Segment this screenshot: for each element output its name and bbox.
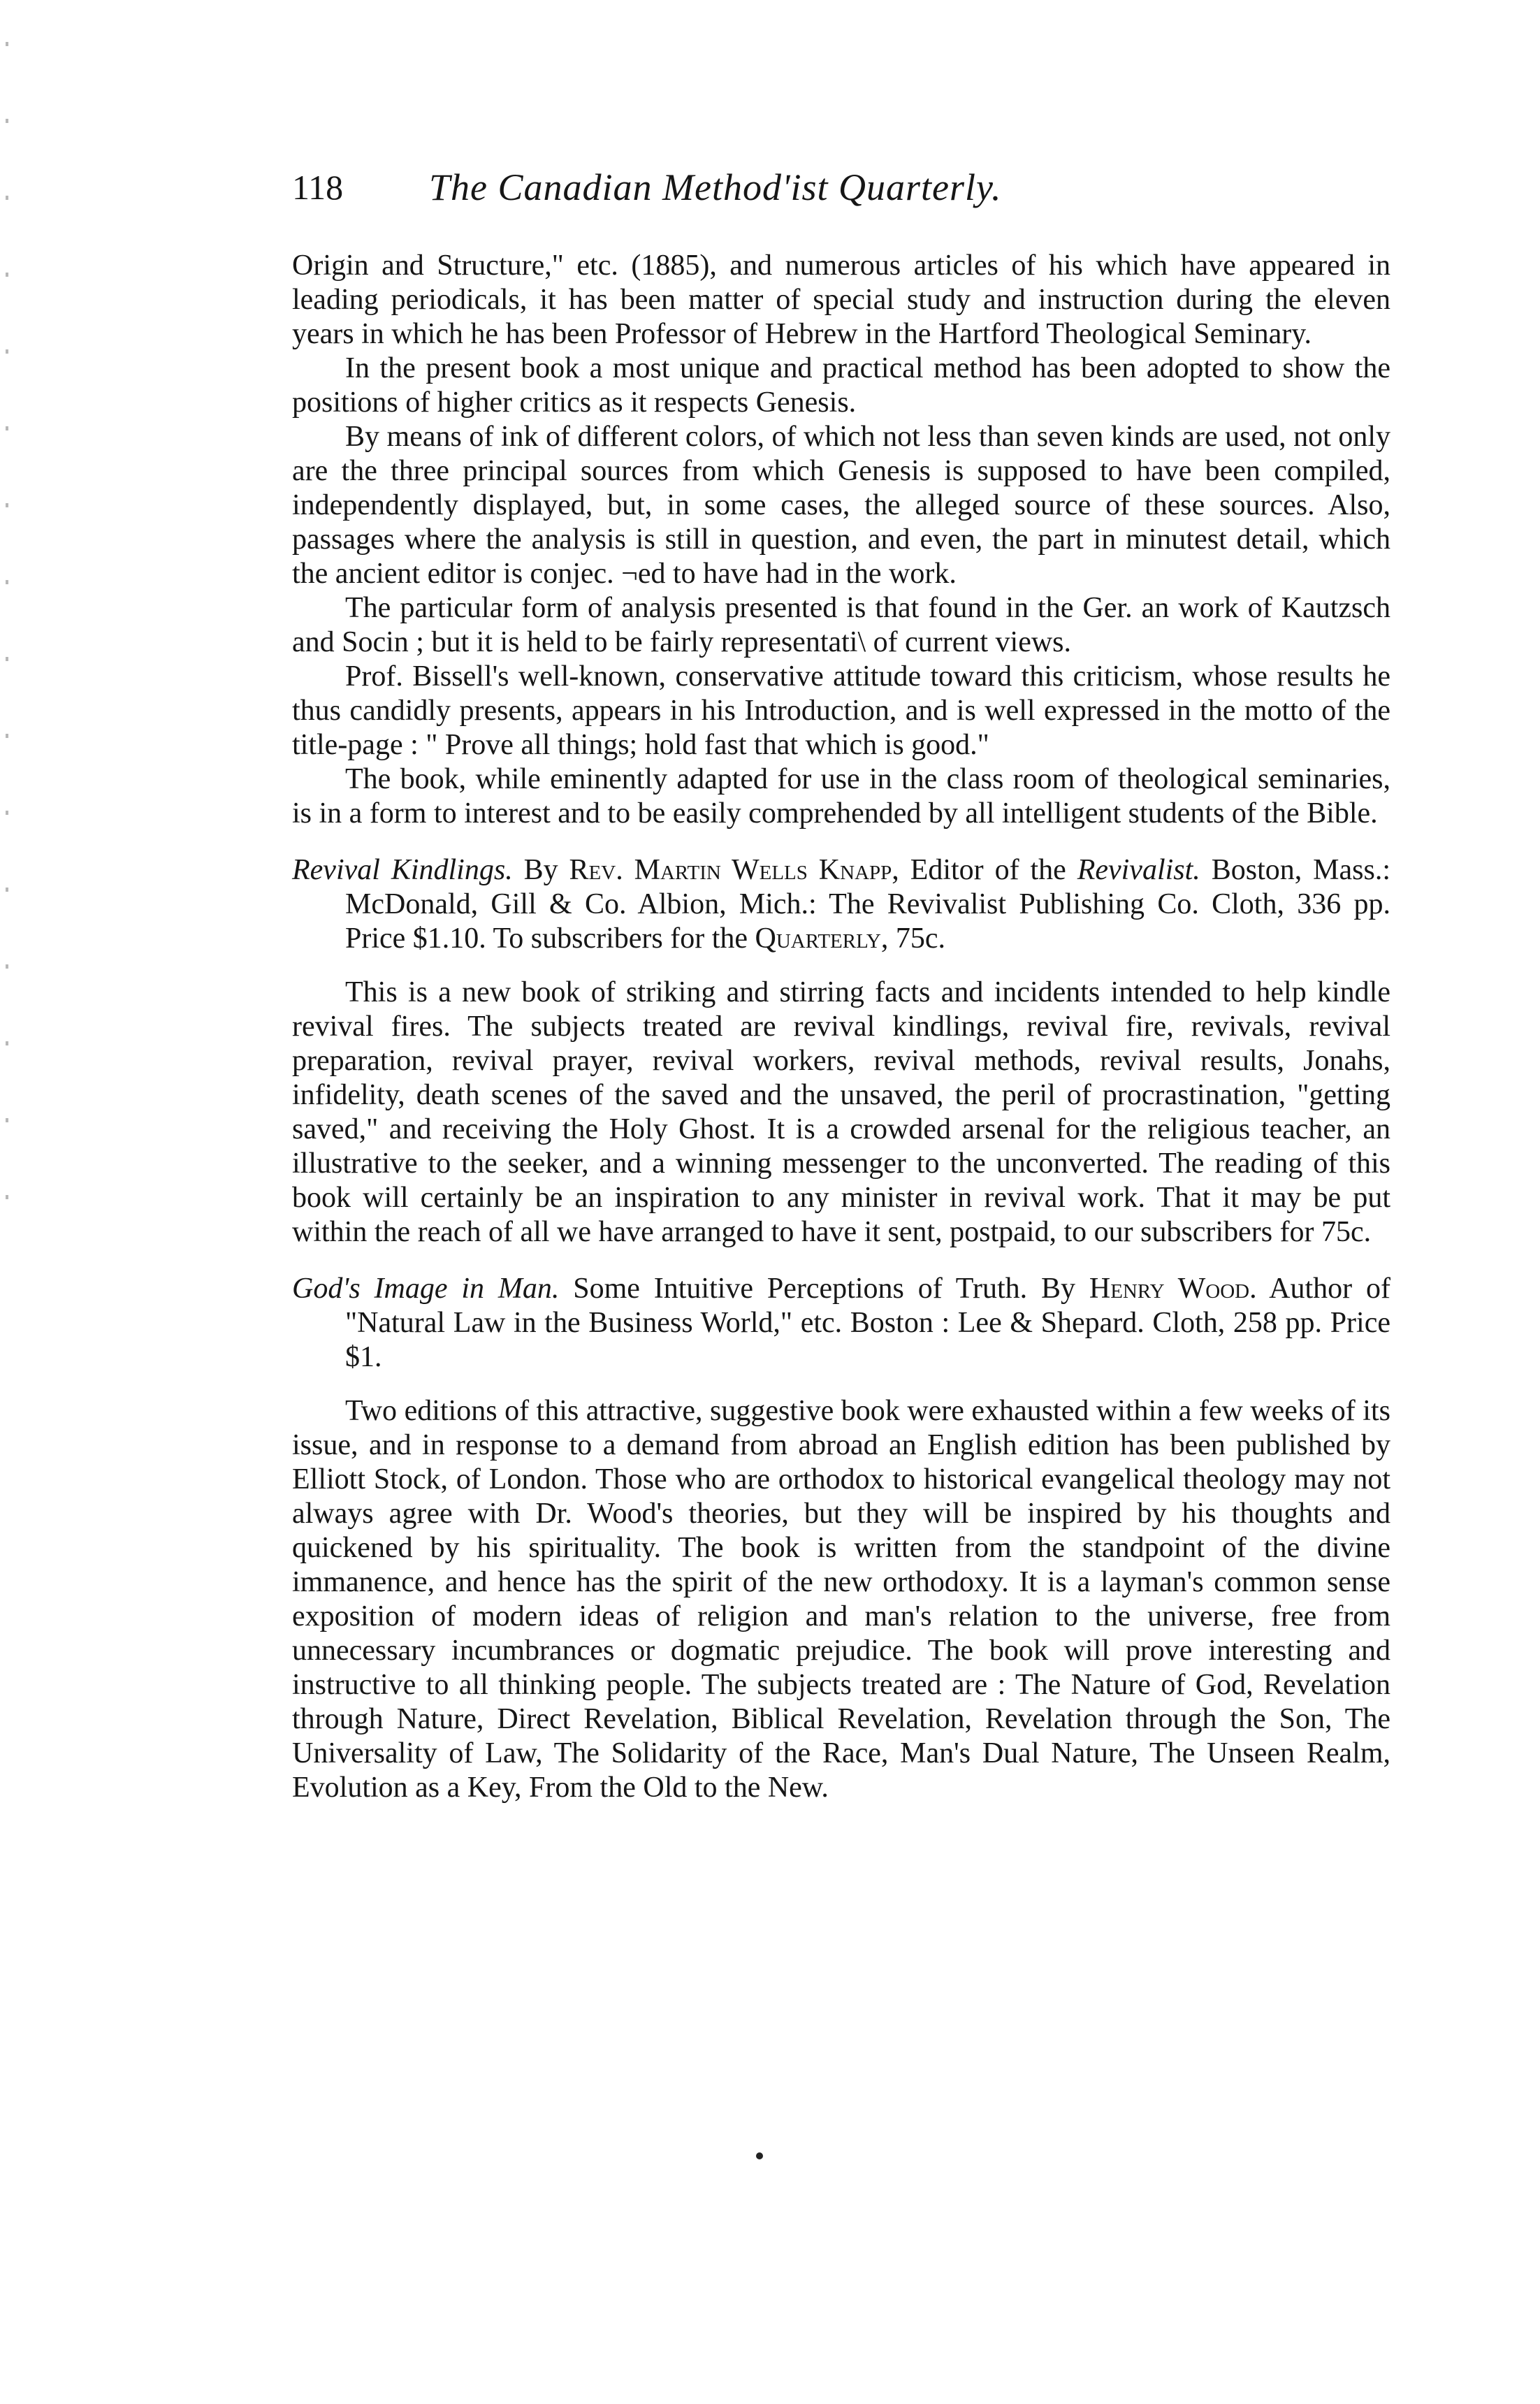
paragraph: Prof. Bissell's well-known, conservative attitude toward this criticism, whose results he thus candidly presents, appears in his Introduction, and is well expressed in the motto of the title-page : " Prove all things; hold fast that which is good."	[292, 660, 1390, 761]
publication-details: . Author of "Natural Law in the Business World," etc. Boston : Lee & Shepard. Cloth, 258 pp. Price $1.	[345, 1273, 1390, 1373]
scan-margin-marks	[6, 42, 8, 1230]
book-entry-gods-image-in-man	[292, 1272, 1390, 1375]
book-entry-revival-kindlings: Revival Kindlings. By Rev. Martin Wells Knapp, Editor of the Revivalist. Boston, Mass.: McDonald, Gill & Co. Albion, Mich.: The Revivalist Publishing Co. Cloth, 336 pp. Price $1.10. To subscribers for the Quarterly, 75c.	[292, 854, 1391, 955]
review-paragraph: Two editions of this attractive, suggestive book were exhausted within a few weeks of its issue, and in response to a demand from abroad an English edition has been published by Elliott Stock, of London. Those who are orthodox to historical evangelical theology may not always agree with Dr. Wood's theories, but they will be inspired by his thoughts and quickened by his spirituality. The book is written from the standpoint of the divine immanence, and hence has the spirit of the new orthodoxy. It is a layman's common sense exposition of modern ideas of religion and man's relation to the universe, free from unnecessary incumbrances or dogmatic prejudice. The book will prove interesting and instructive to all thinking people. The subjects treated are : The Nature of God, Revelation through Nature, Direct Revelation, Biblical Revelation, Revelation through the Son, The Universality of Law, The Solidarity of the Race, Man's Dual Nature, The Unseen Realm, Evolution as a Key, From the Old to the New.	[292, 1395, 1390, 1804]
page-number: 118	[292, 168, 344, 207]
paragraph: By means of ink of different colors, of which not less than seven kinds are used, not only are the three principal sources from which Genesis is supposed to have been compiled, independently displayed, but, in some cases, the alleged source of these sources. Also, passages where the analysis is still in question, and even, the part in minutest detail, which the ancient editor is conjec. ¬ed to have had in the work.	[292, 421, 1390, 590]
book-subtitle: Some Intuitive Perceptions of Truth. By	[559, 1273, 1089, 1305]
publication-details: Boston, Mass.: McDonald, Gill & Co. Albion, Mich.: The Revivalist Publishing Co. Cloth, 336 pp. Price $1.10. To subscribers for the	[345, 854, 1391, 955]
paragraph-continued: Origin and Structure," etc. (1885), and numerous articles of his which have appeared in leading periodicals, it has been matter of special study and instruction during the eleven years in which he has been Professor of Hebrew in the Hartford Theological Seminary.	[292, 249, 1390, 350]
running-title: The Canadian Method'ist Quarterly.	[429, 166, 1002, 208]
body-text	[292, 249, 1390, 1805]
periodical-title: Revivalist.	[1077, 854, 1200, 886]
book-title: God's Image in Man.	[292, 1273, 560, 1305]
review-paragraph: This is a new book of striking and stirring facts and incidents intended to help kindle revival fires. The subjects treated are revival kindlings, revival fire, revivals, revival preparation, revival prayer, revival workers, revival methods, revival results, Jonahs, infidelity, death scenes of the saved and the unsaved, the peril of procrastination, "getting saved," and receiving the Holy Ghost. It is a crowded arsenal for the religious teacher, an illustrative to the seeker, and a winning messenger to the unconverted. The reading of this book will certainly be an inspiration to any minister in revival work. That it may be put within the reach of all we have arranged to have it sent, postpaid, to our subscribers for 75c.	[292, 976, 1390, 1248]
paragraph: In the present book a most unique and practical method has been adopted to show the positions of higher critics as it respects Genesis.	[292, 352, 1390, 419]
bottom-dot-mark	[756, 2152, 763, 2159]
page-header	[292, 159, 1403, 215]
book-author: Rev. Martin Wells Knapp	[569, 854, 892, 886]
book-author: Henry Wood	[1089, 1273, 1250, 1305]
paragraph: The particular form of analysis presented is that found in the Ger. an work of Kautzsch and Socin ; but it is held to be fairly representati\ of current views.	[292, 592, 1390, 658]
paragraph: The book, while eminently adapted for use in the class room of theological seminaries, is in a form to interest and to be easily comprehended by all intelligent students of the Bible.	[292, 763, 1390, 830]
book-title: Revival Kindlings.	[292, 854, 513, 886]
